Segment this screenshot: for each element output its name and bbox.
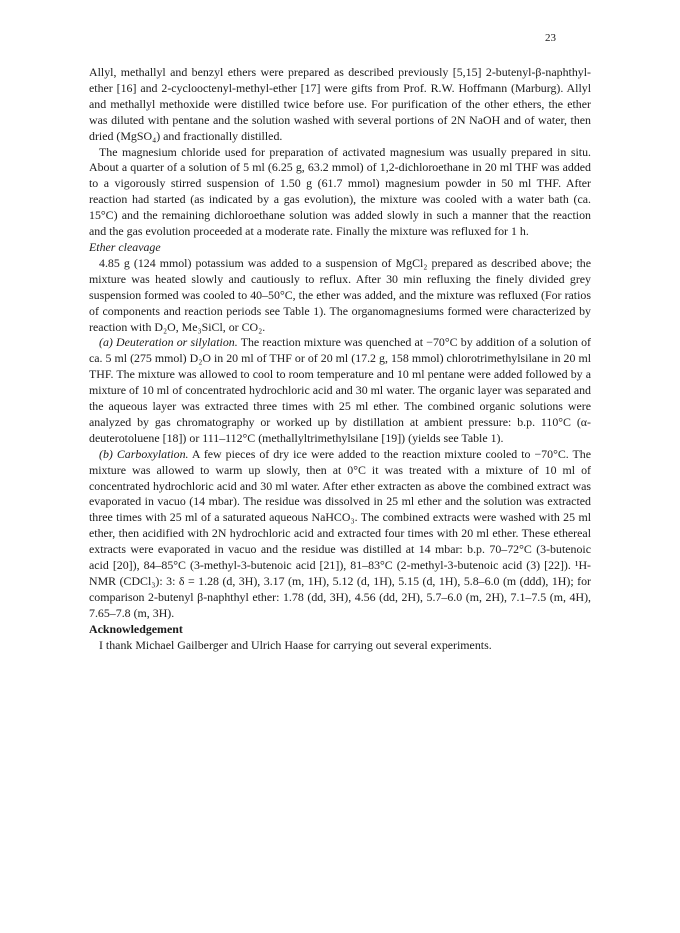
paragraph-ether-cleavage: 4.85 g (124 mmol) potassium was added to a suspension of MgCl₂ prepared as described above; the mixture was heated slowly and cautiously to reflux. After 30 min refluxing the finely divided grey suspension formed was cooled to 40–50°C, the ether was added, and the mixture was refluxed (For ratios of components and reaction periods see Table 1). The organomagnesiums formed were characterized by reaction with D₂O, Me₃SiCl, or CO₂. [89,255,591,334]
paragraph-deuteration [89,335,591,446]
heading-ether-cleavage: Ether cleavage [89,239,161,254]
subheading-carboxylation: (b) Carboxylation. [99,446,189,461]
paragraph-acknowledgement: I thank Michael Gailberger and Ulrich Haase for carrying out several experiments. [99,637,492,652]
main-text [89,65,591,654]
text-carboxylation: A few pieces of dry ice were added to the reaction mixture cooled to −70°C. The mixture was allowed to warm up slowly, then at 0°C it was treated with a mixture of 10 ml of concentrated hydrochloric acid and 30 ml water. After ether extracten as above the combined extract was evaporated in vacuo (14 mbar). The residue was dissolved in 25 ml ether and the solution was extracted three times with 25 ml of a saturated aqueous NaHCO₃. The combined extracts were washed with 25 ml ether, then acidified with 2N hydrochloric acid and extracted four times with 20 ml ether. These ethereal extracts were evaporated in vacuo and the residue was distilled at 14 mbar: b.p. 70–72°C (3-butenoic acid [20]), 84–85°C (3-methyl-3-butenoic acid [21]), 81–83°C (2-methyl-3-butenoic acid (3) [22]). ¹H-NMR (CDCl₃): 3: δ = 1.28 (d, 3H), 3.17 (m, 1H), 5.12 (d, 1H), 5.15 (d, 1H), 5.8–6.0 (m (ddd), 1H); for comparison 2-butenyl β-naphthyl ether: 1.78 (dd, 3H), 4.56 (dd, 2H), 5.7–6.0 (m, 2H), 7.1–7.5 (m, 4H), 7.65–7.8 (m, 3H). [89,446,592,620]
heading-acknowledgement: Acknowledgement [89,621,183,636]
paragraph-carboxylation [89,447,591,622]
page-number: 23 [545,32,556,44]
text-deuteration: The reaction mixture was quenched at −70°C by addition of a solution of ca. 5 ml (275 mmol) D₂O in 20 ml of THF or of 20 ml (17.2 g, 158 mmol) chlorotrimethylsilane in 20 ml THF. The mixture was allowed to cool to room temperature and 10 ml pentane were added followed by a mixture of 10 ml of concentrated hydrochloric acid and 30 ml water. The organic layer was separated and the aqueous layer was extracted three times with 25 ml ether. The combined organic solutions were analyzed by gas chromatography or worked up by distillation at ambient pressure: b.p. 110°C (α-deuterotoluene [18]) or 111–112°C (methallyltrimethylsilane [19]) (yields see Table 1). [89,335,591,445]
paragraph-ether-preparation: Allyl, methallyl and benzyl ethers were prepared as described previously [5,15] 2-butenyl-β-naphthyl-ether [16] and 2-cyclooctenyl-methyl-ether [17] were gifts from Prof. R.W. Hoffmann (Marburg). Allyl and methallyl methoxide were distilled twice before use. For purification of the other ethers, the ether was diluted with pentane and the solution washed with several portions of 2N NaOH and of water, then dried (MgSO₄) and fractionally distilled. [89,65,591,143]
subheading-deuteration: (a) Deuteration or silylation. [99,335,238,350]
paragraph-magnesium-chloride: The magnesium chloride used for preparation of activated magnesium was usually prepared in situ. About a quarter of a solution of 5 ml (6.25 g, 63.2 mmol) of 1,2-dichloroethane in 20 ml THF was added to a vigorously stirred suspension of 1.50 g (61.7 mmol) magnesium powder in 50 ml THF. After reaction had started (as indicated by a gas evolution), the mixture was cooled with a water bath (ca. 15°C) and the remaining dichloroethane solution was added slowly in such a manner that the reaction and the gas evolution proceeded at a moderate rate. Finally the mixture was refluxed for 1 h. [89,144,591,239]
